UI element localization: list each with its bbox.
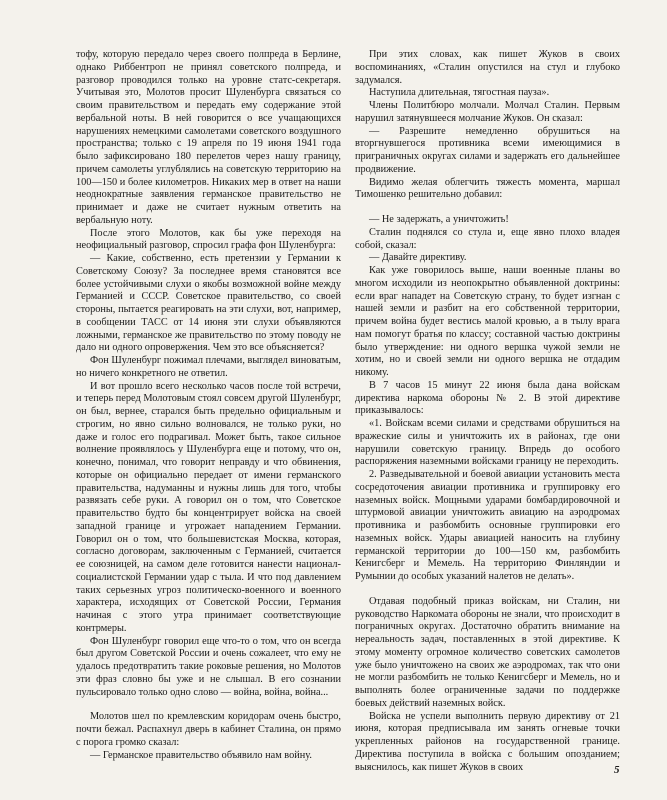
paragraph: — Давайте директиву. bbox=[369, 252, 467, 264]
paragraph: Видимо желая облегчить тяжесть момента, маршал Тимошенко решительно добавил: bbox=[355, 176, 620, 201]
paragraph: «1. Войскам всеми силами и средствами обрушиться на вражеские силы и уничтожить их в районах, где они нарушили советскую границу. Впредь до особого распоряжения наземными войсками границу не переходить. bbox=[355, 418, 620, 468]
page-number: 5 bbox=[614, 764, 620, 776]
paragraph: Члены Политбюро молчали. Молчал Сталин. Первым нарушил затянувшееся молчание Жуков. Он сказал: bbox=[355, 100, 620, 124]
paragraph: — Разрешите немедленно обрушиться на вторгнувшегося противника всеми имеющимися в приграничных округах силами и задержать его дальнейшее продвижение. bbox=[355, 125, 620, 175]
paragraph: При этих словах, как пишет Жуков в своих воспоминаниях, «Сталин опустился на стул и глубоко задумался. bbox=[355, 49, 620, 86]
paragraph: После этого Молотов, как бы уже переходя на неофициальный разговор, спросил графа фон Шуленбурга: bbox=[76, 227, 341, 252]
paragraph: Сталин поднялся со стула и, еще явно плохо владея собой, сказал: bbox=[355, 226, 620, 251]
paragraph: Как уже говорилось выше, наши военные планы во многом исходили из неопокрытно объявленной доктрины: если враг нападет на Советскую страну, то будет изгнан с нашей земли и разбит на его собственной территории, причем война будет вестись малой кровью, а в тылу врага нам помогут братья по классу; составной частью доктрины было утверждение: ни одного вершка чужой земли не хотим, но и своей земли ни одного вершка не отдадим никому. bbox=[355, 265, 620, 378]
paragraph: И вот прошло всего несколько часов после той встречи, и теперь перед Молотовым стоял совсем другой Шуленбург, он был, вернее, старался быть предельно официальным и строгим, но явно сильно волновался, не только руки, но даже и голос его подрагивал. Может быть, такое сильное волнение проявлялось у Шуленбурга еще и потому, что он, конечно, понимал, что говорит неправду и что обвинения, которые он официально передает от имени германского правительства, надуманны и нужны лишь для того, чтобы развязать себе руки. А говорил он о том, что Советское правительство будто бы концентрирует войска на своей западной границе и угрожает нападением Германии. Говорил он о том, что большевистская Москва, которая, согласно договорам, заключенным с Германией, считается ее союзницей, на самом деле готовится нанести национал-социалистской Германии удар с тыла. И что под давлением таких серьезных угроз политическо-военного и военного характера, исходящих от Советской России, Германия начиная с этого утра принимает соответствующие контрмеры. bbox=[76, 380, 341, 634]
paragraph: Фон Шуленбург пожимал плечами, выглядел виноватым, но ничего конкретного не ответил. bbox=[76, 355, 341, 379]
paragraph: Войска не успели выполнить первую директиву от 21 июня, которая предписывала им занять огневые точки укрепленных районов на государственной границе. Директива поступила в войска с большим опозданием; выяснилось, как пишет Жуков в своих bbox=[355, 710, 620, 773]
paragraph: Молотов шел по кремлевским коридорам очень быстро, почти бежал. Распахнул дверь в кабинет Сталина, он прямо с порога громко сказал: bbox=[76, 711, 341, 748]
paragraph: Отдавая подобный приказ войскам, ни Сталин, ни руководство Наркомата обороны не знали, что происходит в пограничных округах. Достаточно обратить внимание на нереальность задач, поставленных в этой директиве. К этому моменту огромное количество советских самолетов уже было уничтожено на своих же аэродромах, так что они не могли разбомбить не только Кенигсберг и Мемель, но и выполнять более ограниченные задачи по поддержке боевых действий наземных войск. bbox=[355, 595, 620, 709]
paragraph: — Не задержать, а уничтожить! bbox=[369, 214, 509, 225]
left-column bbox=[76, 49, 341, 762]
paragraph: Фон Шуленбург говорил еще что-то о том, что он всегда был другом Советской России и очень сожалеет, что ему не удалось предотвратить такие роковые решения, но Молотов эти фраз словно бы уже и не слышал. В его сознании пульсировало только одно слово — война, война, война... bbox=[76, 635, 341, 698]
right-column bbox=[355, 49, 620, 774]
paragraph: — Германское правительство объявило нам войну. bbox=[90, 749, 312, 761]
paragraph: — Какие, собственно, есть претензии у Германии к Советскому Союзу? За последнее время становятся все более устойчивыми слухи о якобы возможной войне между Германией и СССР. Советское правительство, со своей стороны, пытается реагировать на эти слухи, вот, например, в сообщении ТАСС от 14 июня эти слухи объявляются ложными, германское же правительство по этому поводу не дало ни одного опровержения. Чем это все объясняется? bbox=[76, 253, 341, 354]
paragraph: Наступила длительная, тягостная пауза». bbox=[369, 87, 550, 99]
paragraph: тофу, которую передало через своего полпреда в Берлине, однако Риббентроп не принял советского полпреда, и разговор проводился только на уровне статс-секретаря. Учитывая это, Молотов просит Шуленбурга связаться со своим правительством и передать ему содержание этой вербальной ноты. В ней говорится о все учащающихся нарушениях немецкими самолетами советского воздушного пространства; только с 19 апреля по 19 июня 1941 года было зафиксировано 180 перелетов через нашу границу, причем самолеты углублялись на советскую территорию на 100—150 и более километров. Никаких мер в ответ на наши неоднократные заявления германское правительство не принимает и даже не считает нужным ответить на вербальную ноту. bbox=[76, 49, 341, 226]
paragraph: В 7 часов 15 минут 22 июня была дана войскам директива наркома обороны № 2. В этой директиве приказывалось: bbox=[355, 379, 620, 417]
paragraph: 2. Разведывательной и боевой авиации установить места сосредоточения авиации противника и группировку его наземных войск. Мощными ударами бомбардировочной и штурмовой авиации уничтожить авиацию на аэродромах противника и разбомбить основные группировки его наземных войск. Удары авиацией наносить на глубину германской территории до 100—150 км, разбомбить Кенигсберг и Мемель. На территорию Финляндии и Румынии до особых указаний налетов не делать». bbox=[355, 469, 620, 582]
